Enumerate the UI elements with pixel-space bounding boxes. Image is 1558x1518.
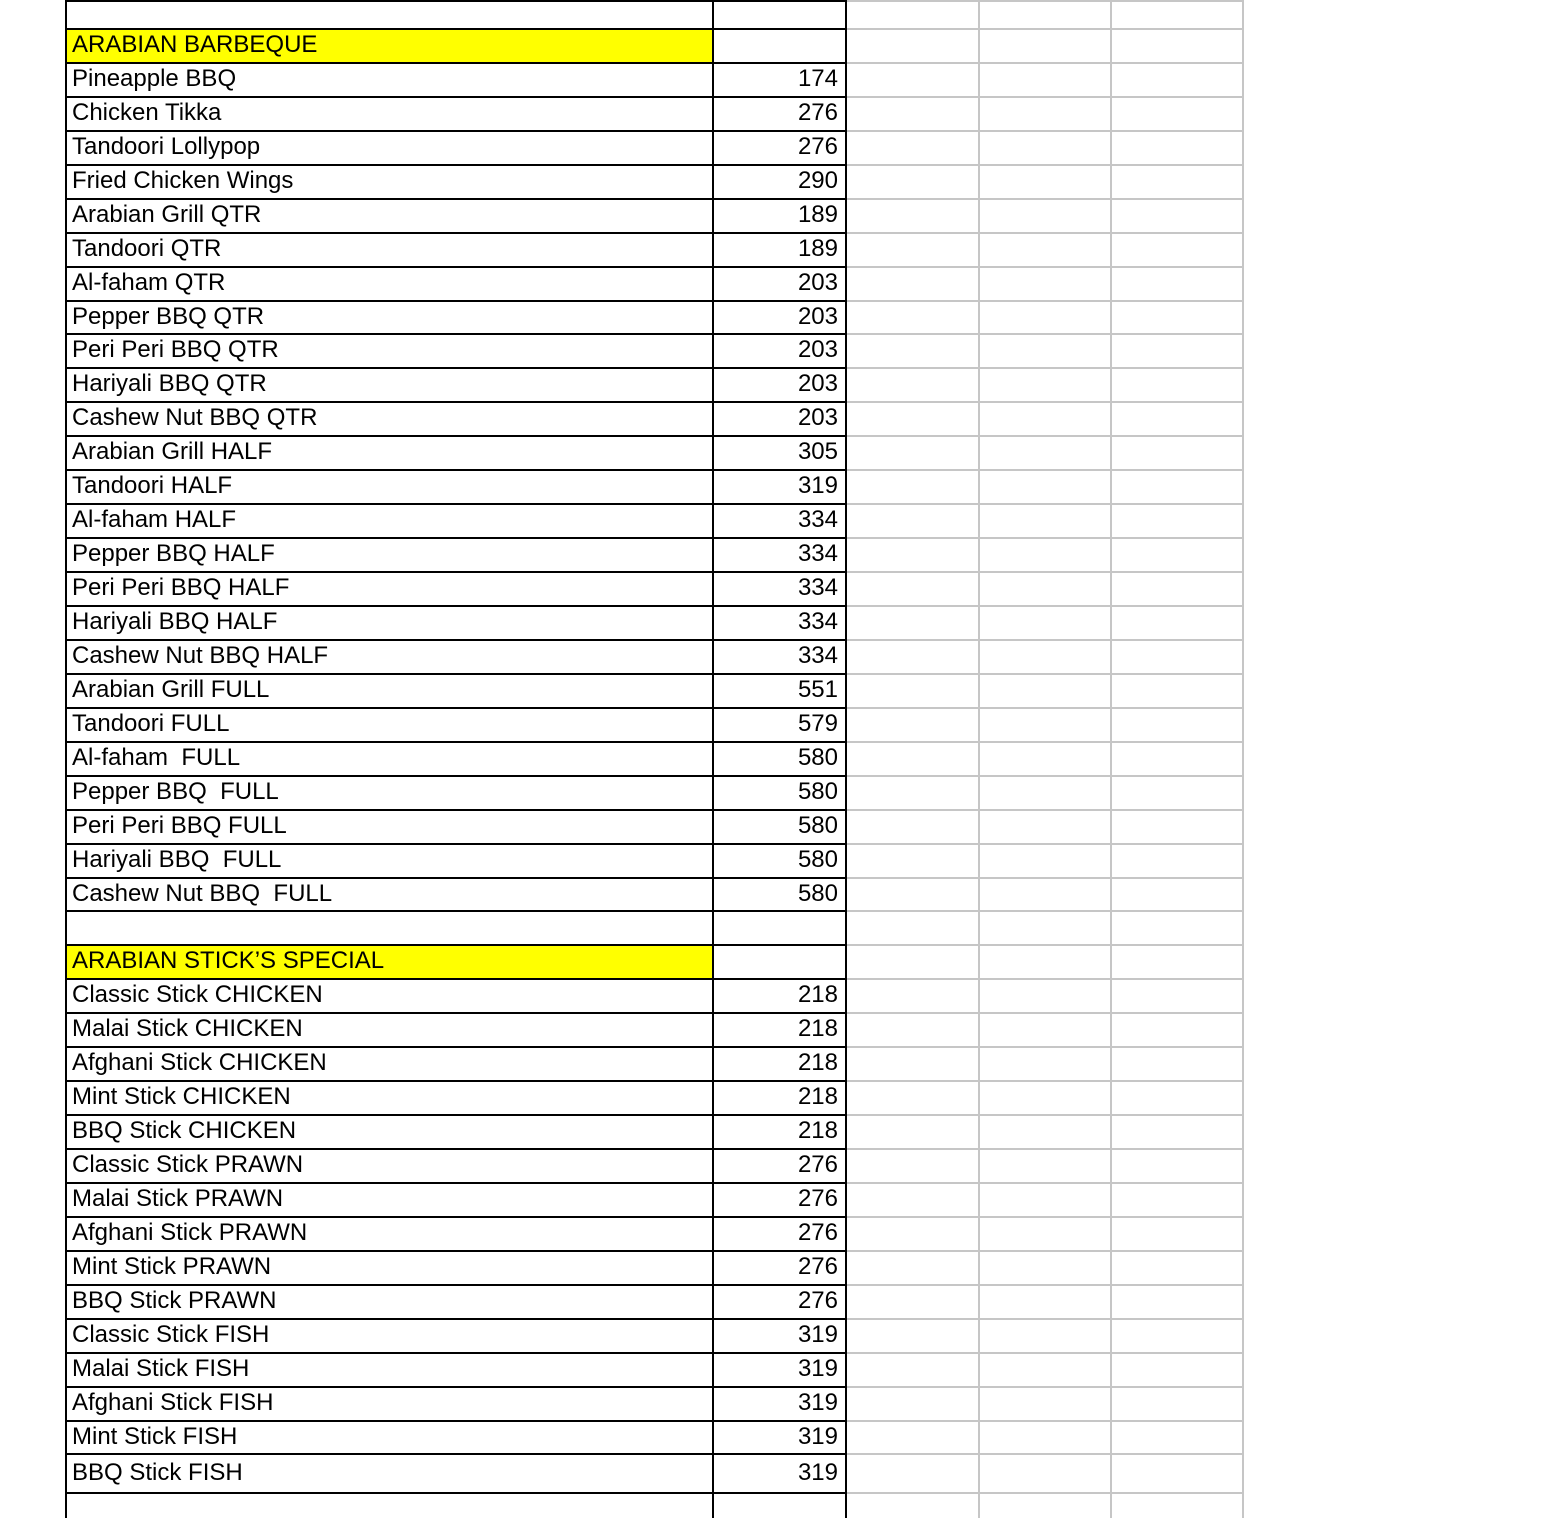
menu-item-price: 218 <box>797 1015 838 1042</box>
gridline <box>846 96 1244 98</box>
gridline <box>846 978 1244 980</box>
section-title: ARABIAN BARBEQUE <box>72 31 318 58</box>
gridline <box>846 1420 1244 1422</box>
menu-item-price: 189 <box>797 235 838 262</box>
gridline <box>846 605 1244 607</box>
gridline <box>846 1250 1244 1252</box>
table-column-border <box>65 0 67 1518</box>
gridline <box>846 673 1244 675</box>
menu-item-name: Tandoori Lollypop <box>72 133 261 160</box>
menu-item-price: 319 <box>797 1321 838 1348</box>
table-row-border <box>65 96 847 98</box>
gridline <box>846 639 1244 641</box>
menu-item-name: Mint Stick FISH <box>72 1423 238 1450</box>
gridline <box>846 164 1244 166</box>
menu-item-name: Pepper BBQ QTR <box>72 303 265 330</box>
table-row-border <box>65 28 847 30</box>
table-row-border <box>65 1216 847 1218</box>
gridline <box>846 1046 1244 1048</box>
gridline <box>846 401 1244 403</box>
menu-item-name: Afghani Stick CHICKEN <box>72 1049 327 1076</box>
gridline <box>846 741 1244 743</box>
menu-item-price: 203 <box>797 370 838 397</box>
menu-item-price: 290 <box>797 167 838 194</box>
menu-item-price: 218 <box>797 981 838 1008</box>
table-row-border <box>65 367 847 369</box>
gridline <box>846 1352 1244 1354</box>
menu-item-name: Tandoori HALF <box>72 472 233 499</box>
gridline <box>846 232 1244 234</box>
menu-item-name: Cashew Nut BBQ FULL <box>72 880 333 907</box>
menu-item-name: Classic Stick PRAWN <box>72 1151 304 1178</box>
menu-item-name: BBQ Stick FISH <box>72 1459 243 1486</box>
table-row-border <box>65 571 847 573</box>
menu-item-name: Arabian Grill QTR <box>72 201 262 228</box>
menu-item-price: 276 <box>797 1253 838 1280</box>
menu-item-name: Afghani Stick PRAWN <box>72 1219 308 1246</box>
table-row-border <box>65 1250 847 1252</box>
gridline <box>846 809 1244 811</box>
table-row-border <box>65 401 847 403</box>
table-row-border <box>65 1453 847 1455</box>
menu-item-price: 203 <box>797 404 838 431</box>
table-row-border <box>65 300 847 302</box>
gridline <box>846 1148 1244 1150</box>
table-row-border <box>65 333 847 335</box>
table-row-border <box>65 130 847 132</box>
menu-item-name: Peri Peri BBQ QTR <box>72 336 279 363</box>
gridline <box>846 571 1244 573</box>
menu-item-price: 334 <box>797 642 838 669</box>
menu-item-name: Al-faham HALF <box>72 506 237 533</box>
menu-item-name: Classic Stick CHICKEN <box>72 981 323 1008</box>
gridline <box>846 1453 1244 1455</box>
table-row-border <box>65 809 847 811</box>
gridline <box>846 28 1244 30</box>
table-row-border <box>65 1114 847 1116</box>
menu-item-name: Afghani Stick FISH <box>72 1389 274 1416</box>
menu-item-price: 174 <box>797 65 838 92</box>
table-row-border <box>65 1386 847 1388</box>
gridline <box>846 1492 1244 1494</box>
menu-item-name: Fried Chicken Wings <box>72 167 294 194</box>
menu-item-name: BBQ Stick PRAWN <box>72 1287 277 1314</box>
menu-item-price: 579 <box>797 710 838 737</box>
gridline <box>846 1318 1244 1320</box>
menu-item-name: Malai Stick FISH <box>72 1355 250 1382</box>
menu-item-price: 551 <box>797 676 838 703</box>
gridline <box>846 1114 1244 1116</box>
menu-item-price: 276 <box>797 1185 838 1212</box>
gridline <box>846 1080 1244 1082</box>
menu-item-name: Al-faham FULL <box>72 744 241 771</box>
table-row-border <box>65 232 847 234</box>
gridline <box>846 1284 1244 1286</box>
gridline <box>846 910 1244 912</box>
menu-item-name: Mint Stick CHICKEN <box>72 1083 291 1110</box>
menu-item-name: Peri Peri BBQ FULL <box>72 812 287 839</box>
gridline <box>846 1386 1244 1388</box>
menu-item-price: 580 <box>797 778 838 805</box>
table-row-border <box>65 707 847 709</box>
menu-item-price: 334 <box>797 540 838 567</box>
gridline <box>846 537 1244 539</box>
table-row-border <box>65 0 847 2</box>
menu-item-price: 334 <box>797 506 838 533</box>
menu-item-name: Malai Stick PRAWN <box>72 1185 284 1212</box>
menu-item-name: Al-faham QTR <box>72 269 226 296</box>
table-row-border <box>65 673 847 675</box>
table-row-border <box>65 1492 847 1494</box>
table-row-border <box>65 639 847 641</box>
menu-item-name: BBQ Stick CHICKEN <box>72 1117 297 1144</box>
menu-item-price: 276 <box>797 1219 838 1246</box>
table-row-border <box>65 1352 847 1354</box>
table-row-border <box>65 843 847 845</box>
menu-item-name: Arabian Grill FULL <box>72 676 270 703</box>
gridline <box>846 707 1244 709</box>
gridline <box>846 130 1244 132</box>
menu-item-name: Chicken Tikka <box>72 99 222 126</box>
gridline <box>846 0 1244 2</box>
menu-item-name: Cashew Nut BBQ HALF <box>72 642 329 669</box>
gridline <box>846 469 1244 471</box>
table-row-border <box>65 1182 847 1184</box>
menu-item-price: 203 <box>797 269 838 296</box>
table-row-border <box>65 775 847 777</box>
menu-item-price: 580 <box>797 744 838 771</box>
menu-item-price: 218 <box>797 1049 838 1076</box>
table-row-border <box>65 978 847 980</box>
menu-item-price: 334 <box>797 574 838 601</box>
table-column-border <box>845 0 847 1518</box>
table-row-border <box>65 741 847 743</box>
menu-item-price: 580 <box>797 812 838 839</box>
menu-item-name: Hariyali BBQ HALF <box>72 608 278 635</box>
gridline <box>846 333 1244 335</box>
menu-item-name: Pineapple BBQ <box>72 65 237 92</box>
menu-item-name: Hariyali BBQ FULL <box>72 846 282 873</box>
gridline <box>846 775 1244 777</box>
table-row-border <box>65 910 847 912</box>
menu-item-price: 580 <box>797 880 838 907</box>
menu-item-price: 334 <box>797 608 838 635</box>
gridline <box>846 300 1244 302</box>
menu-item-price: 319 <box>797 1423 838 1450</box>
menu-item-price: 319 <box>797 1459 838 1486</box>
menu-item-price: 203 <box>797 303 838 330</box>
menu-item-price: 276 <box>797 1287 838 1314</box>
table-row-border <box>65 944 847 946</box>
gridline <box>846 944 1244 946</box>
menu-item-name: Malai Stick CHICKEN <box>72 1015 303 1042</box>
menu-item-name: Peri Peri BBQ HALF <box>72 574 290 601</box>
table-row-border <box>65 469 847 471</box>
menu-item-name: Classic Stick FISH <box>72 1321 270 1348</box>
gridline <box>846 62 1244 64</box>
menu-item-price: 305 <box>797 438 838 465</box>
menu-item-price: 319 <box>797 1389 838 1416</box>
menu-item-name: Pepper BBQ HALF <box>72 540 275 567</box>
menu-item-price: 218 <box>797 1083 838 1110</box>
menu-item-name: Mint Stick PRAWN <box>72 1253 272 1280</box>
table-row-border <box>65 1318 847 1320</box>
gridline <box>846 367 1244 369</box>
gridline <box>846 877 1244 879</box>
gridline <box>846 1216 1244 1218</box>
gridline <box>846 266 1244 268</box>
table-row-border <box>65 1420 847 1422</box>
menu-item-name: Tandoori QTR <box>72 235 222 262</box>
menu-item-price: 276 <box>797 1151 838 1178</box>
gridline <box>846 843 1244 845</box>
menu-item-name: Arabian Grill HALF <box>72 438 273 465</box>
table-row-border <box>65 164 847 166</box>
table-row-border <box>65 266 847 268</box>
menu-item-price: 580 <box>797 846 838 873</box>
gridline <box>846 1012 1244 1014</box>
column-gridline <box>1110 0 1112 1518</box>
menu-item-price: 218 <box>797 1117 838 1144</box>
menu-item-price: 276 <box>797 99 838 126</box>
table-row-border <box>65 198 847 200</box>
gridline <box>846 503 1244 505</box>
menu-item-name: Cashew Nut BBQ QTR <box>72 404 318 431</box>
table-row-border <box>65 62 847 64</box>
table-row-border <box>65 1046 847 1048</box>
gridline <box>846 1182 1244 1184</box>
menu-item-price: 319 <box>797 1355 838 1382</box>
menu-item-name: Pepper BBQ FULL <box>72 778 279 805</box>
gridline <box>846 435 1244 437</box>
menu-item-name: Tandoori FULL <box>72 710 230 737</box>
table-row-border <box>65 503 847 505</box>
menu-item-name: Hariyali BBQ QTR <box>72 370 267 397</box>
table-row-border <box>65 1284 847 1286</box>
table-row-border <box>65 605 847 607</box>
table-row-border <box>65 1080 847 1082</box>
gridline <box>846 198 1244 200</box>
table-row-border <box>65 537 847 539</box>
column-gridline <box>978 0 980 1518</box>
table-row-border <box>65 1012 847 1014</box>
table-row-border <box>65 1148 847 1150</box>
menu-item-price: 203 <box>797 336 838 363</box>
menu-item-price: 319 <box>797 472 838 499</box>
column-gridline <box>1242 0 1244 1518</box>
menu-item-price: 276 <box>797 133 838 160</box>
table-row-border <box>65 877 847 879</box>
section-title: ARABIAN STICK’S SPECIAL <box>72 947 385 974</box>
menu-item-price: 189 <box>797 201 838 228</box>
table-row-border <box>65 435 847 437</box>
